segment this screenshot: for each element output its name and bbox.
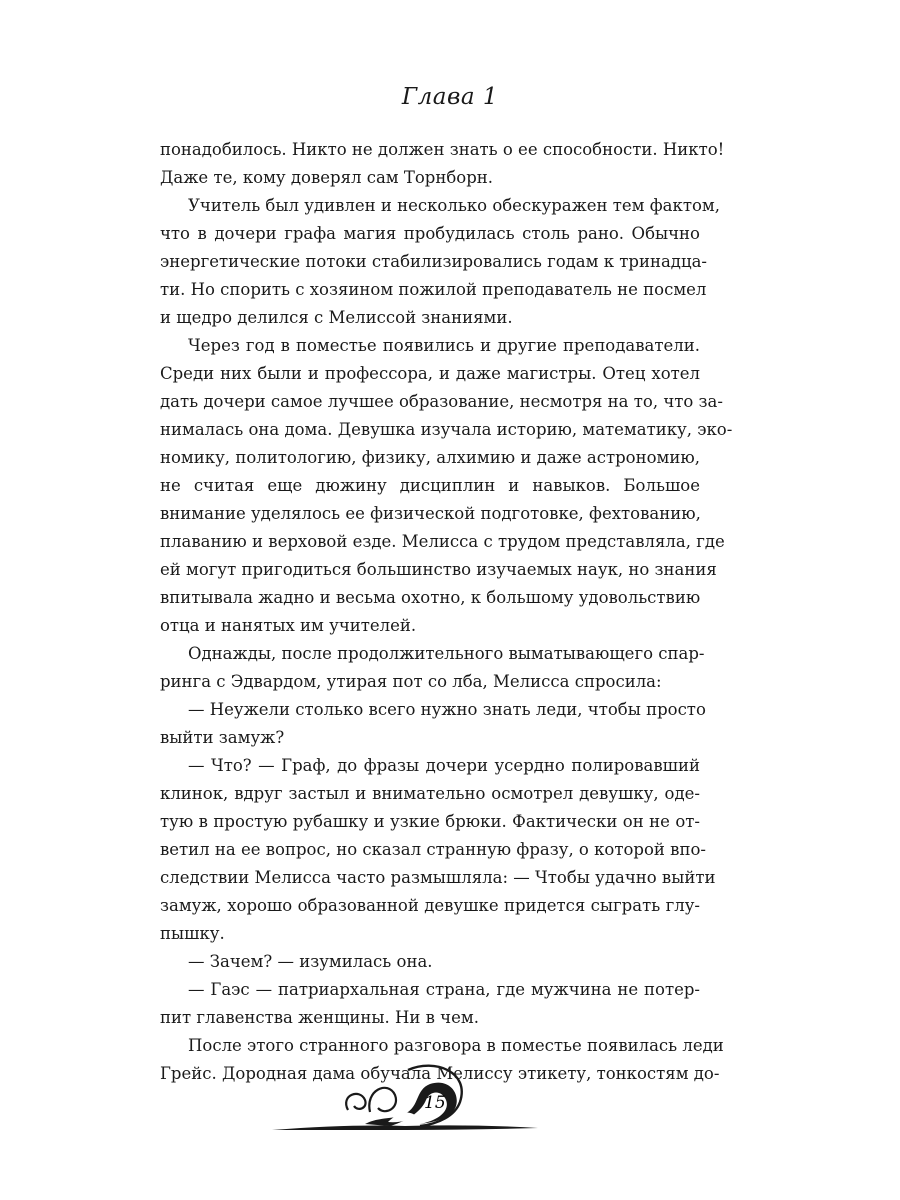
page-number: 15 xyxy=(424,1093,446,1113)
text-line: ти. Но спорить с хозяином пожилой преподаватель не посмел xyxy=(160,280,707,299)
paragraph xyxy=(160,948,700,976)
text-line: ей могут пригодиться большинство изучаемых наук, но знания xyxy=(160,560,717,579)
body-text xyxy=(160,136,733,1088)
paragraph xyxy=(160,136,725,192)
text-line: — Что? — Граф, до фразы дочери усердно полировавший xyxy=(188,756,700,775)
text-line: тую в простую рубашку и узкие брюки. Фактически он не от- xyxy=(160,812,700,831)
text-line: Среди них были и профессора, и даже магистры. Отец хотел xyxy=(160,364,700,383)
text-line: внимание уделялось ее физической подготовке, фехтованию, xyxy=(160,504,701,523)
text-line: пышку. xyxy=(160,924,225,943)
text-line: впитывала жадно и весьма охотно, к большому удовольствию xyxy=(160,588,701,607)
text-line: номику, политологию, физику, алхимию и даже астрономию, xyxy=(160,448,700,467)
text-line: нималась она дома. Девушка изучала историю, математику, эко- xyxy=(160,420,733,439)
text-line: что в дочери графа магия пробудилась столь рано. Обычно xyxy=(160,224,700,243)
paragraph xyxy=(160,752,716,948)
text-line: следствии Мелисса часто размышляла: — Чтобы удачно выйти xyxy=(160,868,716,887)
text-line: Через год в поместье появились и другие преподаватели. xyxy=(188,336,700,355)
paragraph xyxy=(160,640,705,696)
text-line: и щедро делился с Мелиссой знаниями. xyxy=(160,308,513,327)
paragraph xyxy=(160,332,733,640)
paragraph xyxy=(160,192,720,332)
text-line: энергетические потоки стабилизировались годам к тринадца- xyxy=(160,252,707,271)
text-line: Однажды, после продолжительного выматывающего спар- xyxy=(188,644,705,663)
text-line: выйти замуж? xyxy=(160,728,285,747)
text-line: плаванию и верховой езде. Мелисса с трудом представляла, где xyxy=(160,532,725,551)
text-line: замуж, хорошо образованной девушке придется сыграть глу- xyxy=(160,896,700,915)
chapter-header: Глава 1 xyxy=(401,84,499,110)
text-line: — Неужели столько всего нужно знать леди, чтобы просто xyxy=(188,700,706,719)
text-line: — Гаэс — патриархальная страна, где мужчина не потер- xyxy=(188,980,700,999)
text-line: клинок, вдруг застыл и внимательно осмотрел девушку, оде- xyxy=(160,784,700,803)
text-line: Даже те, кому доверял сам Торнборн. xyxy=(160,168,494,187)
swirl-ornament-icon xyxy=(270,1050,540,1140)
text-line: дать дочери самое лучшее образование, несмотря на то, что за- xyxy=(160,392,723,411)
text-line: не считая еще дюжину дисциплин и навыков. Большое xyxy=(160,476,700,495)
text-line: ветил на ее вопрос, но сказал странную фразу, о которой впо- xyxy=(160,840,706,859)
text-line: Грейс. Дородная дама обучала Мелиссу этикету, тонкостям до- xyxy=(160,1064,720,1083)
text-line: понадобилось. Никто не должен знать о ее способности. Никто! xyxy=(160,140,725,159)
paragraph xyxy=(160,976,700,1032)
text-line: Учитель был удивлен и несколько обескуражен тем фактом, xyxy=(188,196,720,215)
text-line: После этого странного разговора в поместье появилась леди xyxy=(188,1036,724,1055)
text-line: — Зачем? — изумилась она. xyxy=(188,952,433,971)
text-line: отца и нанятых им учителей. xyxy=(160,616,417,635)
paragraph xyxy=(160,696,706,752)
text-line: ринга с Эдвардом, утирая пот со лба, Мелисса спросила: xyxy=(160,672,662,691)
text-line: пит главенства женщины. Ни в чем. xyxy=(160,1008,479,1027)
